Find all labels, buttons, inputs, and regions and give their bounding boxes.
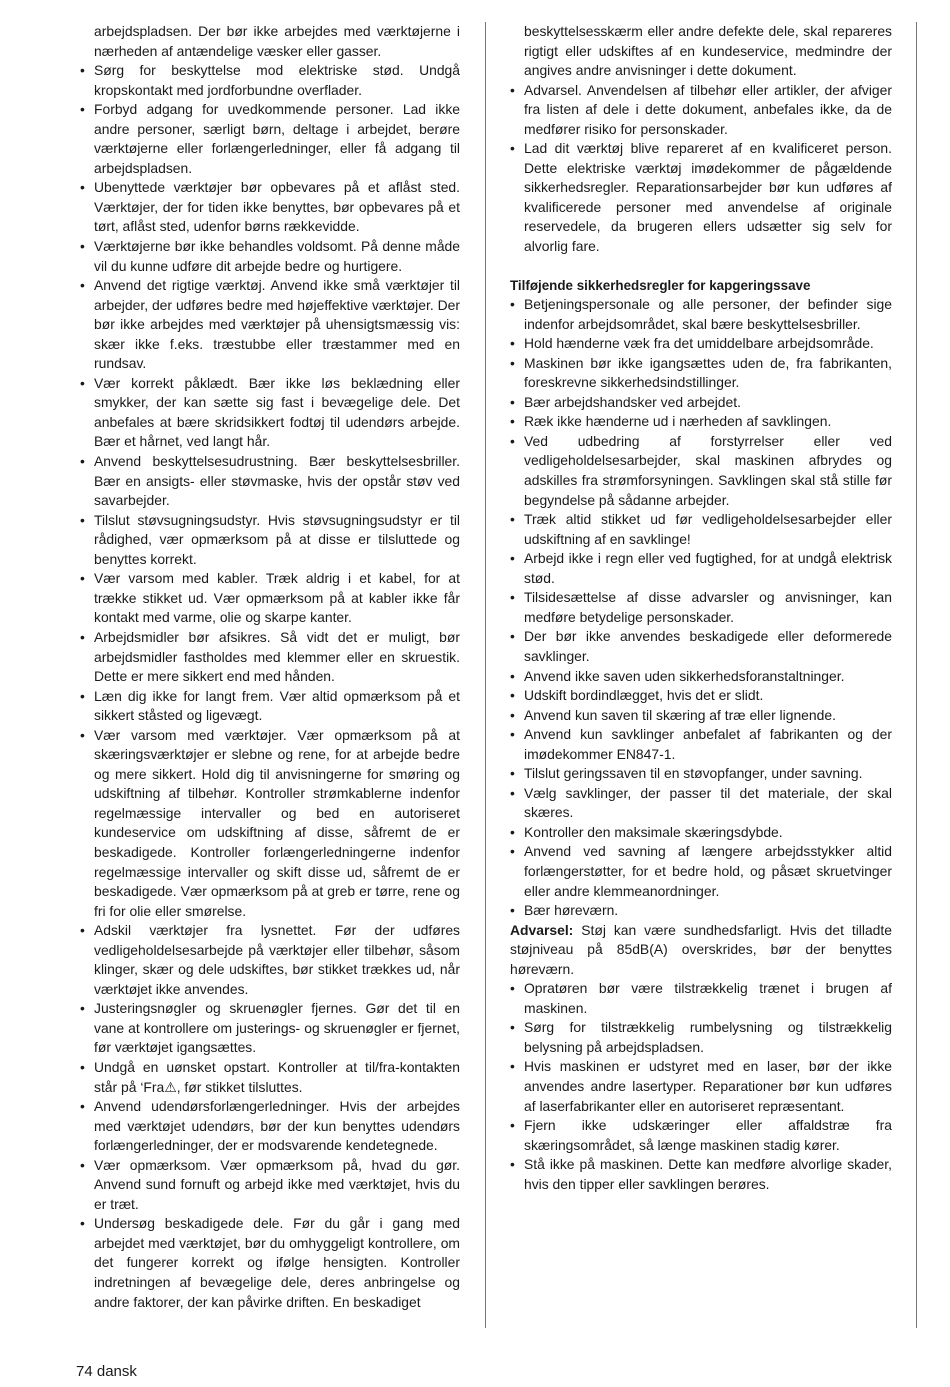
list-item: • Anvend det rigtige værktøj. Anvend ikke små værktøjer til arbejder, der udføres bedre med højeffektive værktøjer. Der bør ikke arbejdes med værktøjer på uhensigtsmæssig vis: skær ikke f.eks. træstubbe eller træstammer med en rundsav. xyxy=(80,276,460,374)
list-item: • Tilsidesættelse af disse advarsler og anvisninger, kan medføre betydelige personskader. xyxy=(510,588,892,627)
list-item: • Anvend udendørsforlængerledninger. Hvis der arbejdes med værktøjet udendørs, bør der kun benyttes udendørs forlængerledninger, der er modsvarende kendetegnede. xyxy=(80,1097,460,1156)
list-item: • Arbejd ikke i regn eller ved fugtighed, for at undgå elektrisk stød. xyxy=(510,549,892,588)
list-item: • Bær høreværn. xyxy=(510,901,892,921)
list-item: • Forbyd adgang for uvedkommende personer. Lad ikke andre personer, særligt børn, deltage i arbejdet, berøre værktøjerne eller forlængerledninger, eller få adgang til arbejdspladsen. xyxy=(80,100,460,178)
list-item: • Advarsel. Anvendelsen af tilbehør eller artikler, der afviger fra listen af dele i dette dokument, anbefales ikke, da de medfører risiko for personskader. xyxy=(510,81,892,140)
list-item: • Betjeningspersonale og alle personer, der befinder sige indenfor arbejdsområdet, skal bære beskyttelsesbriller. xyxy=(510,295,892,334)
right-continuation-text: beskyttelsesskærm eller andre defekte dele, skal repareres rigtigt eller udskiftes af en kundeservice, medmindre der angives andre anvisninger i dette dokument. xyxy=(524,23,892,79)
noise-warning-paragraph xyxy=(510,921,892,980)
list-item: • Lad dit værktøj blive repareret af en kvalificeret person. Dette elektriske værktøj imødekommer de pågældende sikkerhedsregler. Reparationsarbejder bør kun udføres af kvalificerede personer med anvendelse af originale reservedele, da brugeren ellers udsætter sig selv for alvorlig fare. xyxy=(510,139,892,256)
list-item: • Tilslut geringssaven til en støvopfanger, under savning. xyxy=(510,764,892,784)
column-divider-rule xyxy=(485,22,486,1328)
list-item: • Undgå en uønsket opstart. Kontroller at til/fra-kontakten står på ‘Fra⚠, før stikket tilsluttes. xyxy=(80,1058,460,1097)
list-item: • Vær korrekt påklædt. Bær ikke løs beklædning eller smykker, der kan sætte sig fast i bevægelige dele. Det anbefales at bære skridsikkert fodtøj til udendørs arbejde. Bær et hårnet, ved langt hår. xyxy=(80,374,460,452)
warning-text: Støj kan være sundhedsfarligt. Hvis det tilladte støjniveau på 85dB(A) overskrides, bør der benyttes høreværn. xyxy=(510,921,892,977)
list-item: • Værktøjerne bør ikke behandles voldsomt. På denne måde vil du kunne udføre dit arbejde bedre og hurtigere. xyxy=(80,237,460,276)
list-item: • Vær opmærksom. Vær opmærksom på, hvad du gør. Anvend sund fornuft og arbejd ikke med værktøjet, hvis du er træt. xyxy=(80,1156,460,1215)
list-item: • Ræk ikke hænderne ud i nærheden af savklingen. xyxy=(510,412,892,432)
list-item: • Vær varsom med kabler. Træk aldrig i et kabel, for at trække stikket ud. Vær opmærksom på at kabler ikke får kontakt med varme, olie og skarpe kanter. xyxy=(80,569,460,628)
list-item: • Ubenyttede værktøjer bør opbevares på et aflåst sted. Værktøjer, der for tiden ikke benyttes, bør opbevares på et tørt, aflåst sted, udenfor børns rækkevidde. xyxy=(80,178,460,237)
list-item: • Stå ikke på maskinen. Dette kan medføre alvorlige skader, hvis den tipper eller savklingen berøres. xyxy=(510,1155,892,1194)
list-item: • Anvend kun saven til skæring af træ eller lignende. xyxy=(510,706,892,726)
left-continuation-text: arbejdspladsen. Der bør ikke arbejdes med værktøjerne i nærheden af antændelige væsker eller gasser. xyxy=(94,23,460,59)
left-safety-list xyxy=(80,61,460,1312)
list-item: • Sørg for beskyttelse mod elektriske stød. Undgå kropskontakt med jordforbundne overflader. xyxy=(80,61,460,100)
list-item: • Vær varsom med værktøjer. Vær opmærksom på at skæringsværktøjer er slebne og rene, for at arbejde bedre og mere sikkert. Hold dig til anvisningerne for smøring og udskiftning af tilbehør. Kontroller strømkablerne indenfor regelmæssige intervaller og bed en autoriseret kundeservice om udskiftning af disse, såfremt de er beskadigede. Kontroller forlængerledningerne indenfor regelmæssige intervaller og skift disse ud, såfremt de er beskadigede. Vær opmærksom på at greb er tørre, rene og fri for olie eller smørelse. xyxy=(80,726,460,921)
list-item: • Anvend ikke saven uden sikkerhedsforanstaltninger. xyxy=(510,667,892,687)
list-item: • Adskil værktøjer fra lysnettet. Før der udføres vedligeholdelsesarbejde på værktøjer eller tilbehør, såsom klinger, skær og dele udskiftes, bør stikket trækkes ud, når værktøjet ikke anvendes. xyxy=(80,921,460,999)
list-item: • Træk altid stikket ud før vedligeholdelsesarbejder eller udskiftning af en savklinge! xyxy=(510,510,892,549)
list-item: • Udskift bordindlægget, hvis det er slidt. xyxy=(510,686,892,706)
list-item: • Bær arbejdshandsker ved arbejdet. xyxy=(510,393,892,413)
warning-label: Advarsel: xyxy=(510,921,574,938)
right-column xyxy=(510,22,892,1194)
list-item: • Maskinen bør ikke igangsættes uden de, fra fabrikanten, foreskrevne sikkerhedsindstillinger. xyxy=(510,354,892,393)
operator-safety-list xyxy=(510,979,892,1194)
list-item: • Anvend ved savning af længere arbejdsstykker altid forlængerstøtter, for et bedre hold, og påsæt skruetvinger eller andre klemmeanordninger. xyxy=(510,842,892,901)
section-heading: Tilføjende sikkerhedsregler for kapgeringssave xyxy=(510,277,811,293)
list-item: • Sørg for tilstrækkelig rumbelysning og tilstrækkelig belysning på arbejdspladsen. xyxy=(510,1018,892,1057)
mitre-saw-safety-list xyxy=(510,295,892,921)
list-item: • Anvend beskyttelsesudrustning. Bær beskyttelsesbriller. Bær en ansigts- eller støvmaske, hvis der opstår støv ved savarbejder. xyxy=(80,452,460,511)
list-item: • Anvend kun savklinger anbefalet af fabrikanten og der imødekommer EN847-1. xyxy=(510,725,892,764)
list-item: • Opratøren bør være tilstrækkelig trænet i brugen af maskinen. xyxy=(510,979,892,1018)
list-item: • Arbejdsmidler bør afsikres. Så vidt det er muligt, bør arbejdsmidler fastholdes med klemmer eller en skruestik. Dette er mere sikkert end med hånden. xyxy=(80,628,460,687)
list-item: • Tilslut støvsugningsudstyr. Hvis støvsugningsudstyr er til rådighed, vær opmærksom på at disse er tilsluttede og benyttes korrekt. xyxy=(80,511,460,570)
list-item: • Ved udbedring af forstyrrelser eller ved vedligeholdelsesarbejder, skal maskinen afbrydes og adskilles fra strømforsyningen. Savklingen skal stå stille før begyndelse på sådanne arbejder. xyxy=(510,432,892,510)
right-margin-rule xyxy=(916,22,917,1328)
list-item: • Fjern ikke udskæringer eller affaldstræ fra skæringsområdet, så længe maskinen stadig kører. xyxy=(510,1116,892,1155)
right-safety-list xyxy=(510,81,892,257)
list-item: • Hold hænderne væk fra det umiddelbare arbejdsområde. xyxy=(510,334,892,354)
list-item: • Læn dig ikke for langt frem. Vær altid opmærksom på et sikkert ståsted og ligevægt. xyxy=(80,687,460,726)
list-item: • Vælg savklinger, der passer til det materiale, der skal skæres. xyxy=(510,784,892,823)
page-footer: 74 dansk xyxy=(76,1363,137,1380)
list-item: • Justeringsnøgler og skruenøgler fjernes. Gør det til en vane at kontrollere om justerings- og skruenøgler er fjernet, før værktøjet igangsættes. xyxy=(80,999,460,1058)
left-column xyxy=(80,22,460,1312)
list-item: • Der bør ikke anvendes beskadigede eller deformerede savklinger. xyxy=(510,627,892,666)
list-item: • Kontroller den maksimale skæringsdybde. xyxy=(510,823,892,843)
list-item: • Hvis maskinen er udstyret med en laser, bør der ikke anvendes andre lasertyper. Reparationer bør kun udføres af laserfabrikanter eller en autoriseret repræsentant. xyxy=(510,1057,892,1116)
list-item: • Undersøg beskadigede dele. Før du går i gang med arbejdet med værktøjet, bør du omhyggeligt kontrollere, om det fungerer korrekt og ifølge hensigten. Kontroller indretningen af bevægelige dele, deres anbringelse og andre faktorer, der kan påvirke driften. En beskadiget xyxy=(80,1214,460,1312)
